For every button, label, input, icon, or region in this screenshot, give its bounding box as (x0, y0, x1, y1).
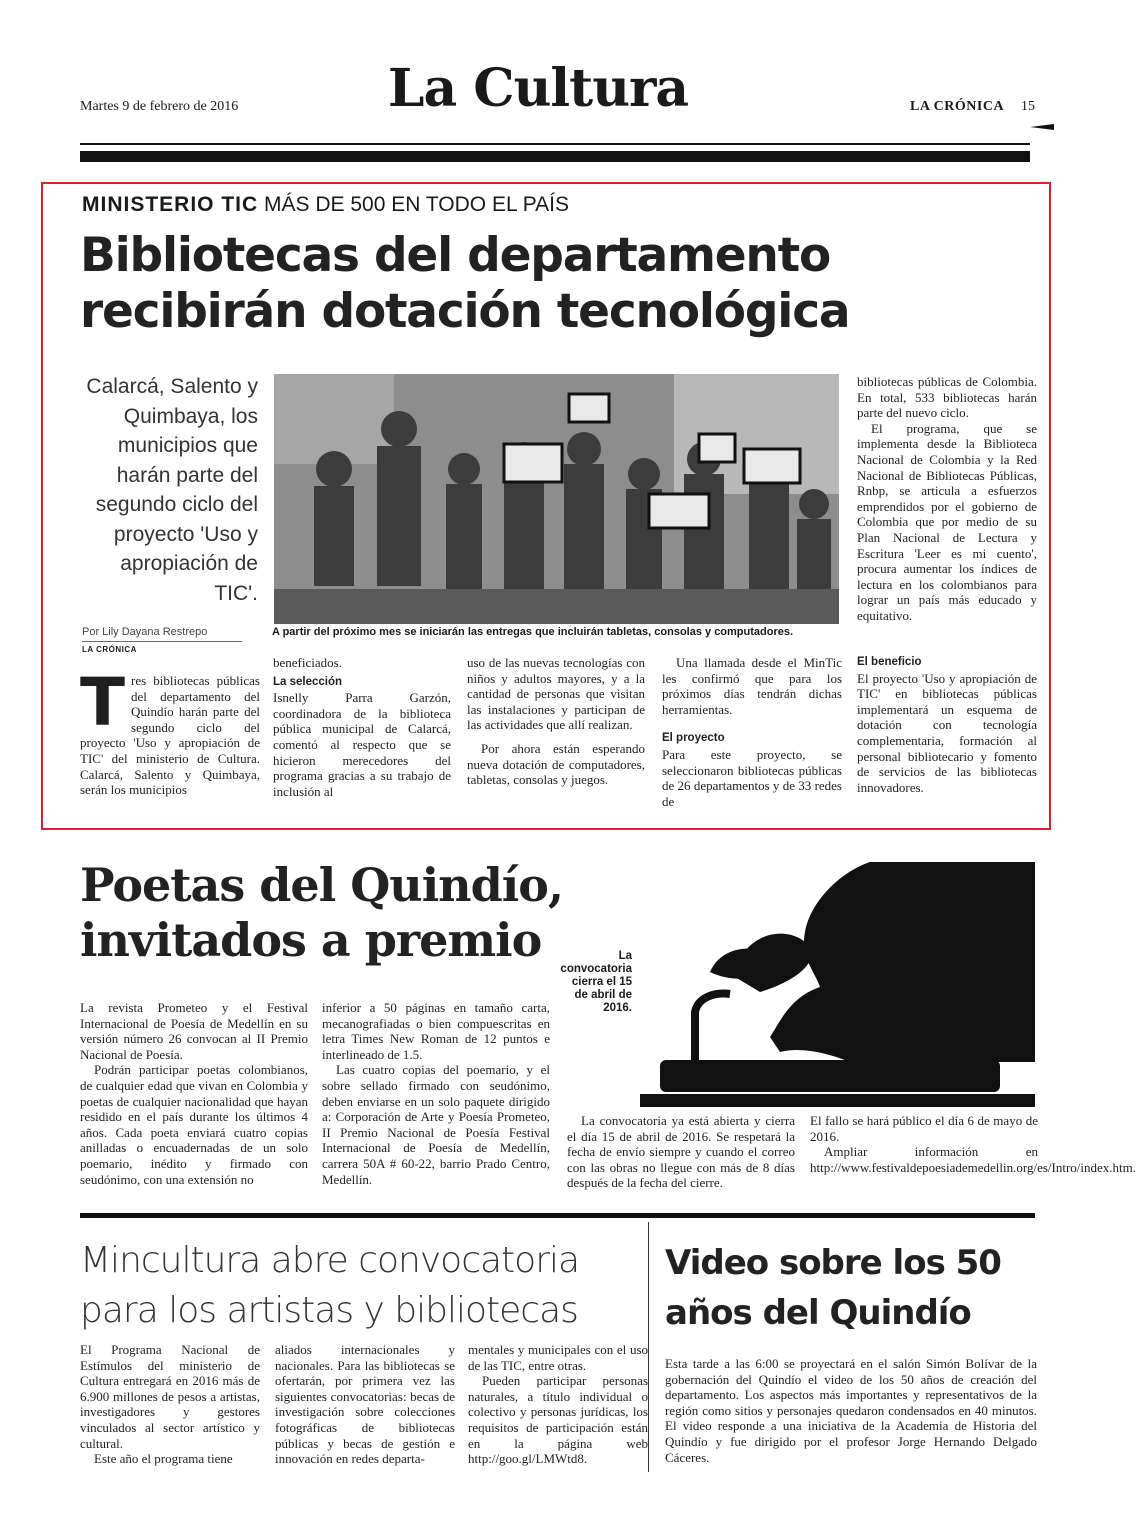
video-body-text: Esta tarde a las 6:00 se proyectará en el salón Simón Bolívar de la gobernación del Quindío el video de los 50 años de creación del departamento. Los aspectos más importantes y representativos de la región como sitios y personajes quedaron condensados en 40 minutos. El video responde a una iniciativa de la Academia de Historia del Quindío y fue dirigido por el profesor Jorge Hernando Delgado Cáceres. (665, 1356, 1037, 1465)
byline-organization: LA CRÓNICA (82, 645, 137, 654)
kicker-rest: MÁS DE 500 EN TODO EL PAÍS (264, 193, 570, 216)
poetas-col3-p1: La convocatoria ya está abierta y cierra el día 15 de abril de 2016. Se respetará la fecha de envío siempre y cuando el correo con las obras no llegue con más de 8 días después de la fecha del cierre. (567, 1113, 795, 1191)
masthead-rule-thin (80, 143, 1030, 145)
subhead-seleccion: La selección (273, 675, 343, 688)
feature-kicker (82, 193, 569, 217)
poetas-col1-p2: Podrán participar poetas colombianos, de cualquier edad que vivan en Colombia y poetas de cualquier nacionalidad que hayan residido en el país durante los últimos 4 años. Cada poeta enviará cuatro copias anilladas o encuadernadas de un solo poemario, inédito y firmado con seudónimo, con una extensión no (80, 1062, 308, 1187)
poetas-headline: Poetas del Quindío, invitados a premio (80, 858, 563, 967)
byline: Por Lily Dayana Restrepo (82, 626, 208, 638)
feature-deck: Calarcá, Salento y Quimbaya, los municipios que harán parte del segundo ciclo del proyecto 'Uso y apropiación de TIC'. (86, 375, 258, 605)
feature-column-5-top (857, 374, 1037, 624)
feature-column-3 (467, 655, 645, 788)
mincultura-col1-p2: Este año el programa tiene (94, 1451, 233, 1467)
poetas-column-1 (80, 1000, 308, 1187)
feature-col4-p1: Una llamada desde el MinTic les confirmó que para los próximos días tendrán dichas herramientas. (662, 655, 842, 717)
mincultura-column-2 (275, 1342, 455, 1467)
subhead-proyecto: El proyecto (662, 732, 725, 745)
poetas-aside-note: La convocatoria cierra el 15 de abril de 2016. (560, 950, 632, 1014)
newspaper-name: LA CRÓNICA (910, 99, 1005, 114)
feature-col5-p3: El proyecto 'Uso y apropiación de TIC' en bibliotecas públicas implementará un esquema de dotación con tecnología complementaria, formación al personal bibliotecario y fomento de servicios de las bibliotecas innovadores. (857, 670, 1037, 795)
feature-column-5-bottom (857, 655, 1037, 795)
mincultura-column-1 (80, 1342, 260, 1467)
feature-col5-p2: El programa, que se implementa desde la Biblioteca Nacional de Colombia y la Red Nacional de Bibliotecas Públicas, Rnbp, se articula a esfuerzos emprendidos por el gobierno de Colombia que por medio de su Plan Nacional de Lectura y Escritura 'Leer es mi cuento', procura aumentar los índices de lectura en los colombianos para lograr un país más educado y equitativo. (857, 420, 1037, 623)
feature-col3-p1: uso de las nuevas tecnologías con niños y adultos mayores, y a la cantidad de personas que visitan las instalaciones y participan de las actividades que allí realizan. (467, 655, 645, 733)
column-divider (648, 1222, 649, 1472)
poetas-column-2 (322, 1000, 550, 1187)
feature-col5-p1: bibliotecas públicas de Colombia. En total, 533 bibliotecas harán parte del nuevo ciclo. (857, 374, 1037, 421)
byline-rule (82, 641, 242, 642)
feature-column-2 (273, 655, 451, 799)
mincultura-col3-p1: mentales y municipales con el uso de las TIC, entre otras. (468, 1342, 648, 1373)
kicker-bold: MINISTERIO TIC (82, 193, 259, 216)
mincultura-col2-p1: aliados internacionales y nacionales. Para las bibliotecas se ofertarán, por primera vez las siguientes convocatorias: becas de investigación sobre colecciones fotográficas de bibliotecas públicas y becas de gestión e innovación en redes departa- (275, 1342, 455, 1467)
issue-date: Martes 9 de febrero de 2016 (80, 99, 239, 114)
mincultura-column-3 (468, 1342, 648, 1467)
drop-cap: T (80, 664, 126, 741)
page-corner-arrow-icon (1030, 124, 1054, 130)
feature-col4-p2: Para este proyecto, se seleccionaron bibliotecas públicas de 26 departamentos y de 33 redes de (662, 746, 842, 809)
poetas-column-3 (567, 1113, 795, 1191)
photo-illustration (274, 374, 839, 624)
page-number: 15 (1021, 99, 1035, 114)
feature-col1-text: res bibliotecas públicas del departamento del Quindío harán parte del segundo ciclo del proyecto 'Uso y apropiación de TIC' del ministerio de Cultura. Calarcá, Salento y Quimbaya, serán los municipios (80, 673, 260, 798)
poetas-col1-p1: La revista Prometeo y el Festival Internacional de Poesía de Medellín en su versión número 26 convocan al II Premio Nacional de Poesía. (80, 1000, 308, 1062)
feature-col3-p2: Por ahora están esperando nueva dotación de computadores, tabletas, consolas y juegos. (467, 740, 645, 788)
masthead-rule-thick (80, 151, 1030, 162)
subhead-beneficio: El beneficio (857, 656, 922, 668)
section-divider-rule (80, 1213, 1035, 1218)
feature-col2-p2: Isnelly Parra Garzón, coordinadora de la biblioteca pública municipal de Calarcá, comentó al respecto que se hicieron merecedores del programa gracias a su trabajo de inclusión al (273, 690, 451, 799)
poetas-col2-p2: Las cuatro copias del poemario, y el sobre sellado firmado con seudónimo, deben enviarse en un solo paquete dirigido a: Corporación de Arte y Poesía Prometeo, II Premio Nacional de Poesía Festival Internacional de Poesía de Medellín, carrera 50A # 60-22, barrio Prado Centro, Medellín. (322, 1062, 550, 1187)
feature-col2-p1: beneficiados. (273, 655, 342, 670)
photo-caption: A partir del próximo mes se iniciarán las entregas que incluirán tabletas, consolas y computadores. (272, 626, 794, 638)
video-headline: Video sobre los 50 años del Quindío (665, 1243, 1001, 1333)
mincultura-headline: Mincultura abre convocatoria para los artistas y bibliotecas (80, 1240, 580, 1331)
feature-photo-children-tablets (274, 374, 839, 624)
feature-column-1 (80, 664, 260, 798)
poetas-column-4 (810, 1113, 1136, 1175)
feature-column-4 (662, 655, 842, 809)
mincultura-col1-p1: El Programa Nacional de Estímulos del ministerio de Cultura entregará en 2016 más de 6.900 millones de pesos a artistas, investigadores y gestores vinculados al sector artístico y cultural. (80, 1342, 260, 1451)
poet-silhouette-illustration (640, 862, 1035, 1107)
mincultura-col3-p2: Pueden participar personas naturales, a título individual o colectivo y personas jurídicas, los requisitos de participación están en la página web http://goo.gl/LMWtd8. (468, 1373, 648, 1467)
section-title: La Cultura (387, 58, 689, 119)
video-body (665, 1356, 1037, 1465)
poetas-col4-p1: El fallo se hará público el día 6 de mayo de 2016. (810, 1113, 1038, 1144)
feature-headline: Bibliotecas del departamento recibirán dotación tecnológica (80, 228, 850, 339)
poetas-col2-p1: inferior a 50 páginas en tamaño carta, mecanografiadas o bien compuescritas en letra Times New Roman de 12 puntos e interlineado de 1.5. (322, 1000, 550, 1062)
poetas-col4-p2: Ampliar información en http://www.festivaldepoesiademedellin.org/es/Intro/index.htm. (810, 1144, 1136, 1175)
